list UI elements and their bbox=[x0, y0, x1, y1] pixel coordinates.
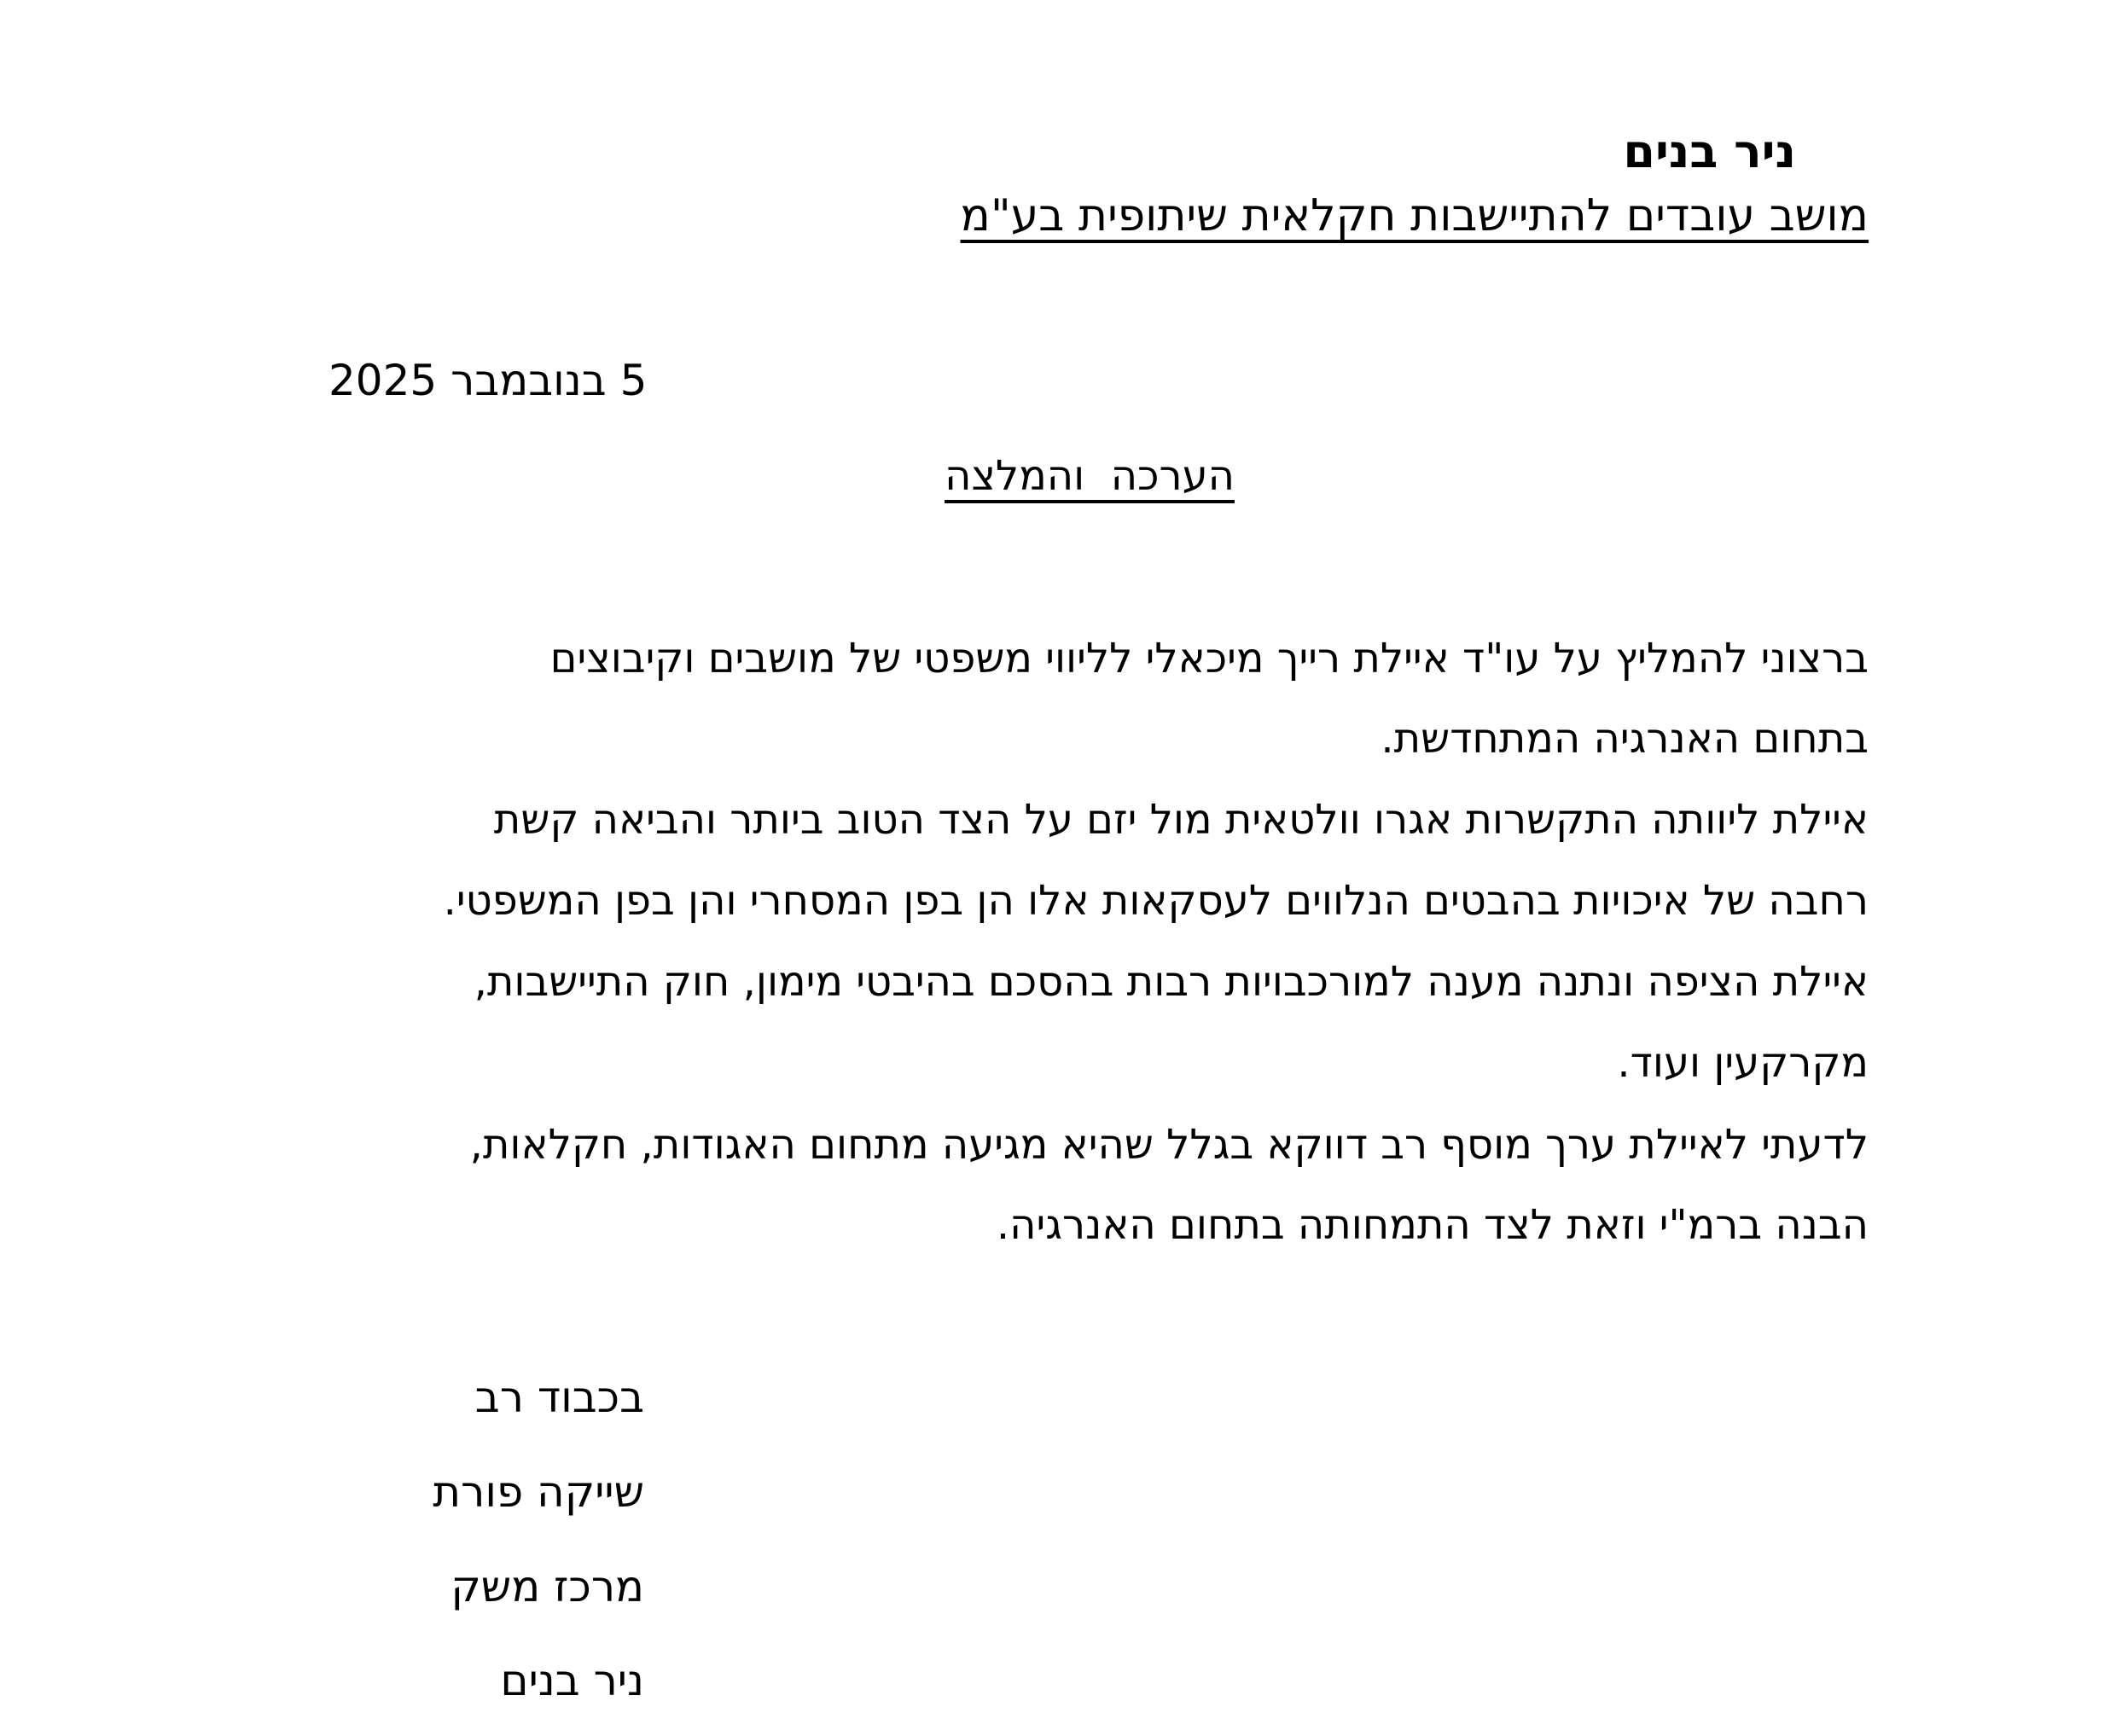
signature-name: שייקה פורת bbox=[433, 1467, 644, 1517]
paragraph-2-line-2: רחבה של איכויות בהבטים הנלווים לעסקאות אלו הן בפן המסחרי והן בפן המשפטי. bbox=[443, 877, 1869, 925]
paragraph-4-line-1: לדעתי לאיילת ערך מוסף רב דווקא בגלל שהיא מגיעה מתחום האגודות, חקלאות, bbox=[469, 1121, 1869, 1169]
org-name: ניר בנים bbox=[1623, 125, 1796, 178]
letter-date: 5 בנובמבר 2025 bbox=[328, 356, 648, 405]
org-subtitle: מושב עובדים להתיישבות חקלאית שיתופית בע"מ bbox=[960, 190, 1869, 241]
letter-heading: הערכה והמלצה bbox=[945, 452, 1235, 500]
paragraph-3-line-1: איילת הציפה ונתנה מענה למורכבויות רבות בהסכם בהיבטי מימון, חוק התיישבות, bbox=[474, 958, 1869, 1006]
paragraph-4-line-2: הבנה ברמ"י וזאת לצד התמחותה בתחום האנרגיה. bbox=[996, 1201, 1869, 1249]
paragraph-2-line-1: איילת ליוותה התקשרות אגרו וולטאית מול יזם על הצד הטוב ביותר והביאה קשת bbox=[493, 796, 1869, 844]
signature-role: מרכז משק bbox=[451, 1562, 644, 1611]
signature-closing: בכבוד רב bbox=[474, 1373, 644, 1422]
paragraph-3-line-2: מקרקעין ועוד. bbox=[1617, 1039, 1869, 1087]
signature-org: ניר בנים bbox=[500, 1656, 644, 1705]
paragraph-1-line-1: ברצוני להמליץ על עו"ד איילת רייך מיכאלי לליווי משפטי של מושבים וקיבוצים bbox=[549, 635, 1869, 682]
paragraph-1-line-2: בתחום האנרגיה המתחדשת. bbox=[1381, 715, 1869, 763]
